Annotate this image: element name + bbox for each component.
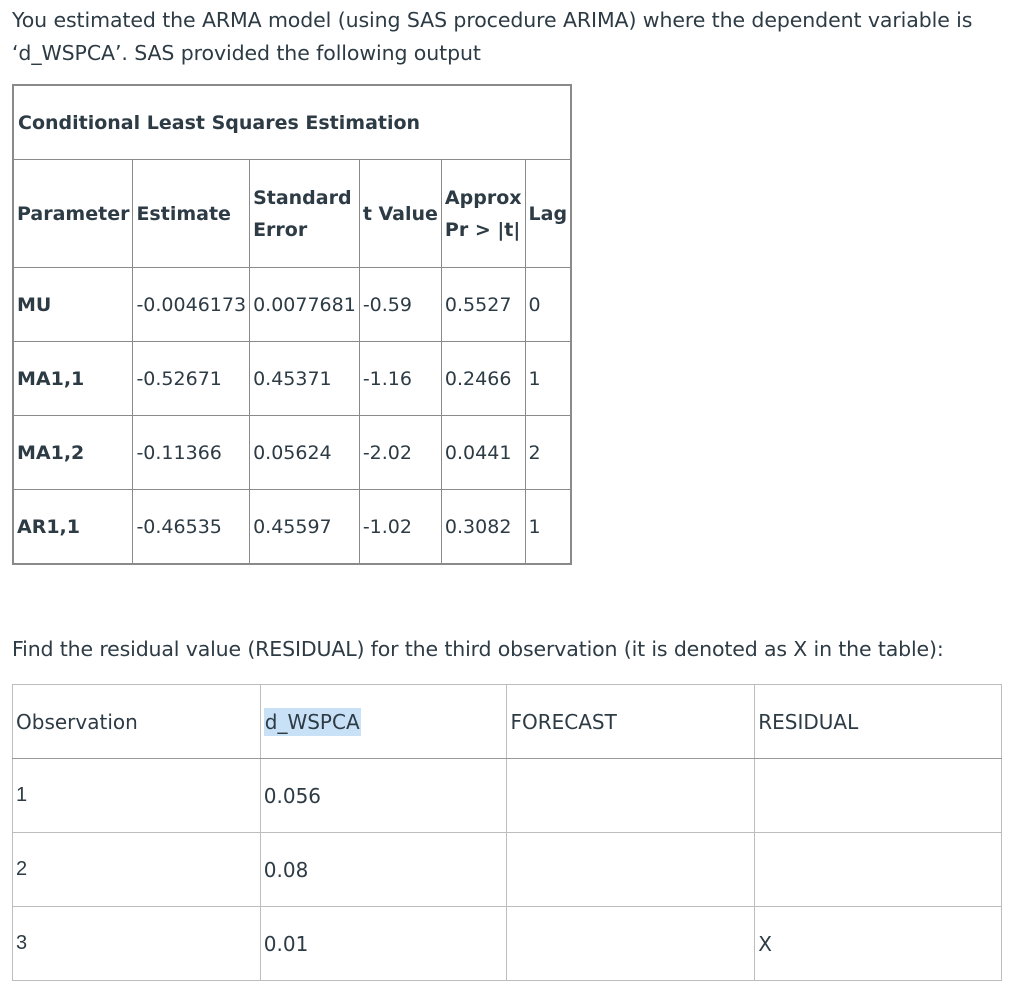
residual-cell bbox=[755, 759, 1002, 833]
p-value-cell: 0.0441 bbox=[441, 416, 525, 490]
header-estimate: Estimate bbox=[133, 160, 250, 268]
intro-line-1: You estimated the ARMA model (using SAS procedure ARIMA) where the dependent variable is bbox=[12, 8, 973, 32]
observation-cell: 3 bbox=[13, 907, 261, 981]
residual-row-1 bbox=[13, 759, 1002, 833]
lag-cell: 1 bbox=[525, 342, 571, 416]
residual-table bbox=[12, 684, 1002, 981]
intro-line-2: ‘d_WSPCA’. SAS provided the following output bbox=[12, 41, 481, 65]
estimate-cell: -0.52671 bbox=[133, 342, 250, 416]
header-parameter: Parameter bbox=[13, 160, 133, 268]
header-approx-line1: Approx bbox=[444, 186, 522, 209]
header-lag: Lag bbox=[525, 160, 571, 268]
estimation-row-mu bbox=[13, 268, 571, 342]
t-value-cell: -1.02 bbox=[359, 490, 441, 565]
estimation-row-ma1-1 bbox=[13, 342, 571, 416]
parameter-cell: MA1,1 bbox=[13, 342, 133, 416]
estimate-cell: -0.0046173 bbox=[133, 268, 250, 342]
forecast-cell bbox=[507, 833, 755, 907]
estimation-caption-row bbox=[13, 85, 571, 160]
t-value-cell: -1.16 bbox=[359, 342, 441, 416]
highlighted-d-wspca: d_WSPCA bbox=[264, 709, 360, 734]
lag-cell: 0 bbox=[525, 268, 571, 342]
forecast-cell bbox=[507, 759, 755, 833]
estimation-caption: Conditional Least Squares Estimation bbox=[13, 85, 571, 160]
std-error-cell: 0.45597 bbox=[250, 490, 360, 565]
p-value-cell: 0.5527 bbox=[441, 268, 525, 342]
header-d-wspca bbox=[260, 685, 507, 759]
d-wspca-cell: 0.08 bbox=[260, 833, 507, 907]
std-error-cell: 0.45371 bbox=[250, 342, 360, 416]
observation-cell: 2 bbox=[13, 833, 261, 907]
d-wspca-cell: 0.01 bbox=[260, 907, 507, 981]
p-value-cell: 0.2466 bbox=[441, 342, 525, 416]
residual-row-2 bbox=[13, 833, 1002, 907]
question-text: Find the residual value (RESIDUAL) for the third observation (it is denoted as X in the table): bbox=[12, 637, 944, 661]
header-standard-error-line2: Error bbox=[253, 218, 308, 241]
parameter-cell: AR1,1 bbox=[13, 490, 133, 565]
header-forecast: FORECAST bbox=[507, 685, 755, 759]
header-standard-error bbox=[250, 160, 360, 268]
residual-row-3 bbox=[13, 907, 1002, 981]
residual-cell bbox=[755, 833, 1002, 907]
d-wspca-cell: 0.056 bbox=[260, 759, 507, 833]
parameter-cell: MA1,2 bbox=[13, 416, 133, 490]
residual-cell: X bbox=[755, 907, 1002, 981]
p-value-cell: 0.3082 bbox=[441, 490, 525, 565]
header-t-value: t Value bbox=[359, 160, 441, 268]
estimation-table bbox=[12, 84, 572, 565]
estimate-cell: -0.46535 bbox=[133, 490, 250, 565]
lag-cell: 1 bbox=[525, 490, 571, 565]
lag-cell: 2 bbox=[525, 416, 571, 490]
estimate-cell: -0.11366 bbox=[133, 416, 250, 490]
t-value-cell: -0.59 bbox=[359, 268, 441, 342]
header-approx-pr bbox=[441, 160, 525, 268]
std-error-cell: 0.0077681 bbox=[250, 268, 360, 342]
problem-statement bbox=[12, 4, 1002, 70]
header-observation: Observation bbox=[13, 685, 261, 759]
estimation-row-ma1-2 bbox=[13, 416, 571, 490]
t-value-cell: -2.02 bbox=[359, 416, 441, 490]
residual-header-row bbox=[13, 685, 1002, 759]
parameter-cell: MU bbox=[13, 268, 133, 342]
header-approx-line2: Pr > |t| bbox=[444, 218, 521, 241]
forecast-cell bbox=[507, 907, 755, 981]
estimation-header-row bbox=[13, 160, 571, 268]
header-residual: RESIDUAL bbox=[755, 685, 1002, 759]
header-standard-error-line1: Standard bbox=[253, 186, 352, 209]
observation-cell: 1 bbox=[13, 759, 261, 833]
estimation-row-ar1-1 bbox=[13, 490, 571, 565]
std-error-cell: 0.05624 bbox=[250, 416, 360, 490]
